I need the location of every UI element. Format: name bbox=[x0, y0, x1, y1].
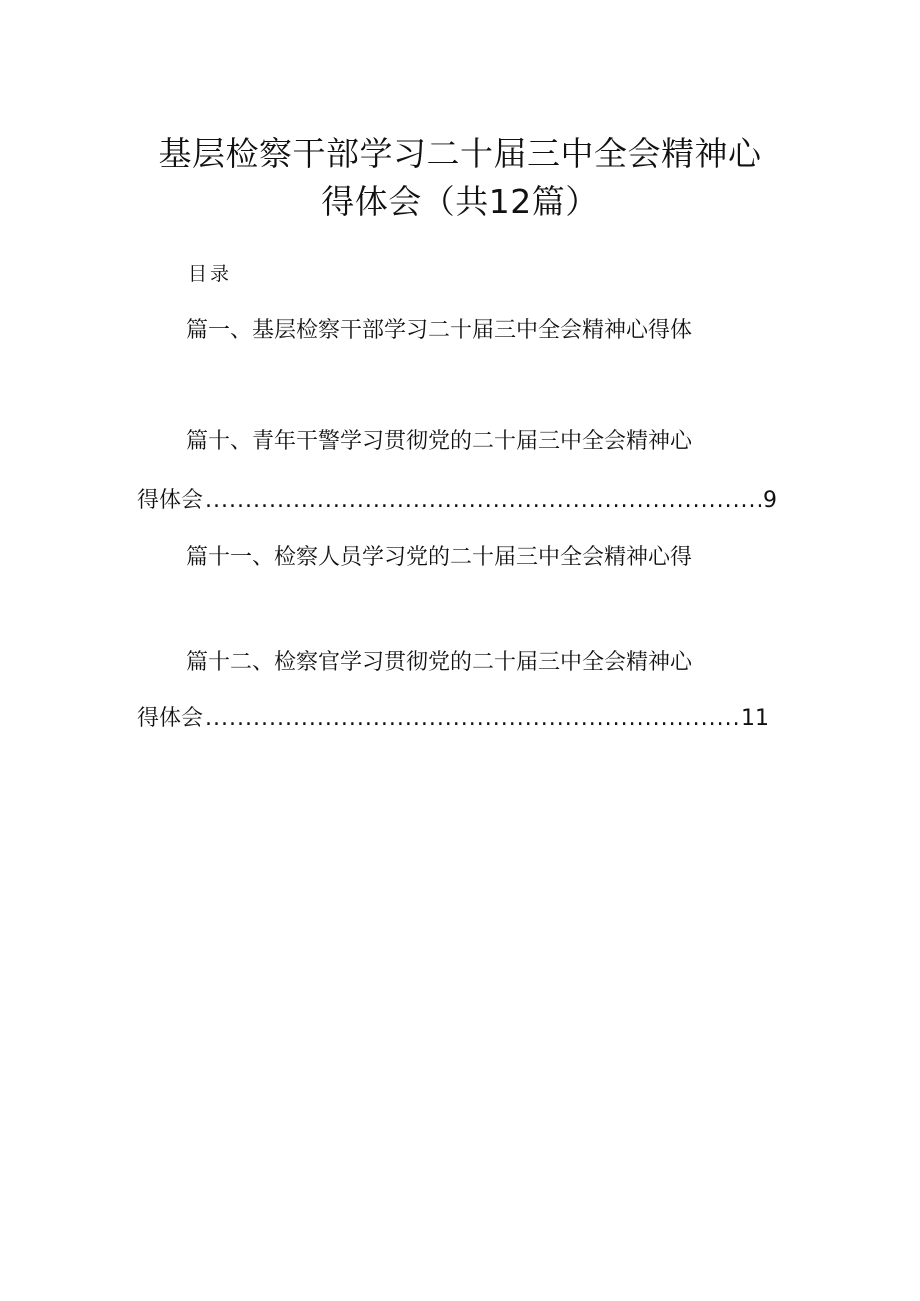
document-title-line-1: 基层检察干部学习二十届三中全会精神心 bbox=[158, 134, 762, 173]
toc-page-number: 9 bbox=[763, 488, 777, 513]
toc-entry-12-line-1[interactable]: 篇十二、检察官学习贯彻党的二十届三中全会精神心 bbox=[186, 650, 693, 675]
document-title-line-2: 得体会（共12篇） bbox=[321, 182, 599, 221]
toc-entry-11[interactable]: 篇十一、检察人员学习党的二十届三中全会精神心得 bbox=[186, 545, 693, 570]
toc-entry-12-line-2[interactable] bbox=[137, 704, 769, 734]
toc-page-number: 11 bbox=[741, 706, 769, 731]
toc-entry-10-text: 得体会 bbox=[137, 488, 204, 513]
toc-entry-10-line-1[interactable]: 篇十、青年干警学习贯彻党的二十届三中全会精神心 bbox=[186, 429, 693, 454]
toc-entry-12-text: 得体会 bbox=[137, 706, 204, 731]
toc-dot-leader bbox=[205, 486, 761, 516]
toc-dot-leader bbox=[205, 704, 739, 734]
toc-entry-1[interactable]: 篇一、基层检察干部学习二十届三中全会精神心得体 bbox=[186, 318, 693, 343]
toc-heading: 目录 bbox=[188, 263, 233, 285]
toc-entry-10-line-2[interactable] bbox=[137, 486, 777, 516]
